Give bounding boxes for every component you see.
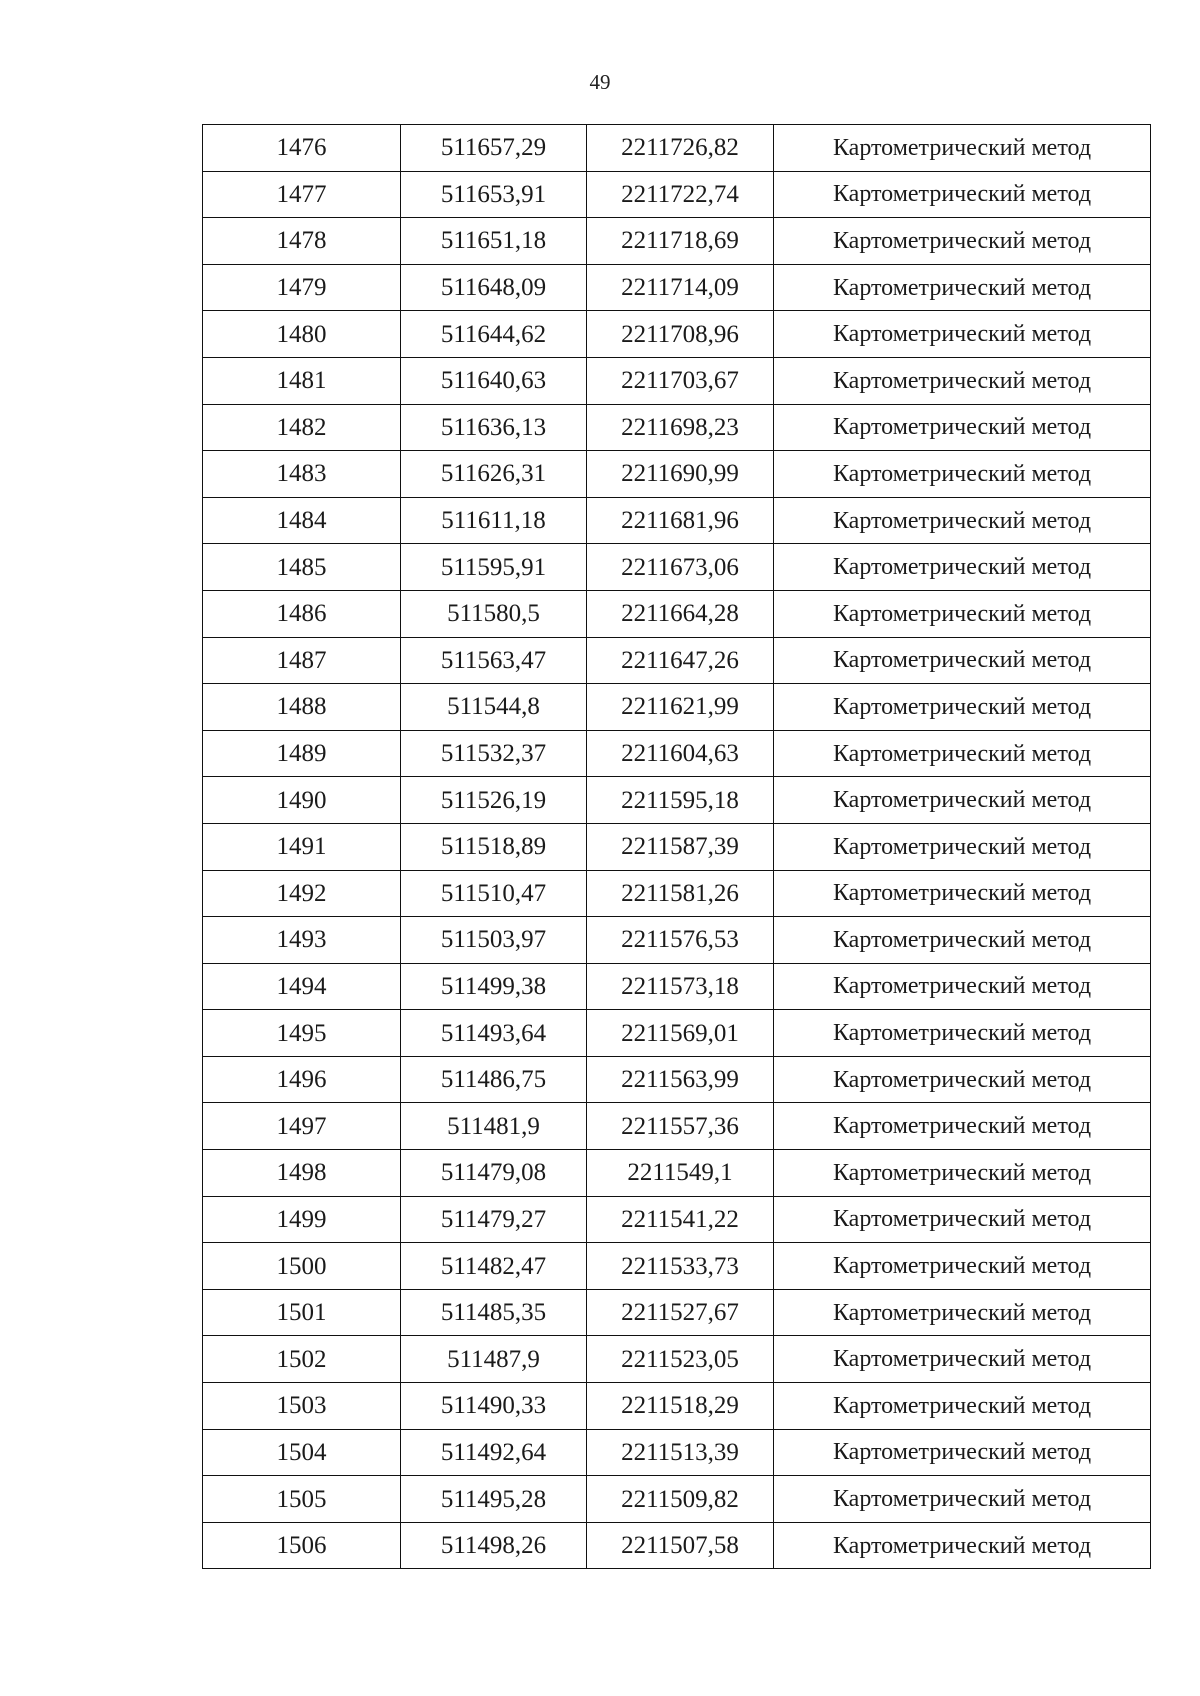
table-row — [203, 777, 1151, 824]
x-coordinate-cell: 511653,91 — [401, 171, 587, 218]
x-coordinate-cell: 511526,19 — [401, 777, 587, 824]
x-coordinate-cell: 511485,35 — [401, 1289, 587, 1336]
table-row — [203, 171, 1151, 218]
method-cell: Картометрический метод — [774, 870, 1151, 917]
x-coordinate-cell: 511495,28 — [401, 1476, 587, 1523]
x-coordinate-cell: 511657,29 — [401, 125, 587, 172]
method-cell: Картометрический метод — [774, 544, 1151, 591]
point-number-cell: 1479 — [203, 264, 401, 311]
x-coordinate-cell: 511479,27 — [401, 1196, 587, 1243]
x-coordinate-cell: 511503,97 — [401, 917, 587, 964]
coordinates-table — [202, 124, 1151, 1569]
point-number-cell: 1485 — [203, 544, 401, 591]
table-row — [203, 917, 1151, 964]
y-coordinate-cell: 2211681,96 — [587, 497, 774, 544]
table-row — [203, 590, 1151, 637]
point-number-cell: 1497 — [203, 1103, 401, 1150]
y-coordinate-cell: 2211573,18 — [587, 963, 774, 1010]
y-coordinate-cell: 2211673,06 — [587, 544, 774, 591]
point-number-cell: 1483 — [203, 451, 401, 498]
table-row — [203, 1476, 1151, 1523]
y-coordinate-cell: 2211557,36 — [587, 1103, 774, 1150]
x-coordinate-cell: 511595,91 — [401, 544, 587, 591]
method-cell: Картометрический метод — [774, 1103, 1151, 1150]
method-cell: Картометрический метод — [774, 1056, 1151, 1103]
table-row — [203, 684, 1151, 731]
y-coordinate-cell: 2211698,23 — [587, 404, 774, 451]
y-coordinate-cell: 2211581,26 — [587, 870, 774, 917]
method-cell: Картометрический метод — [774, 730, 1151, 777]
y-coordinate-cell: 2211708,96 — [587, 311, 774, 358]
method-cell: Картометрический метод — [774, 1522, 1151, 1569]
method-cell: Картометрический метод — [774, 357, 1151, 404]
method-cell: Картометрический метод — [774, 1196, 1151, 1243]
x-coordinate-cell: 511626,31 — [401, 451, 587, 498]
point-number-cell: 1504 — [203, 1429, 401, 1476]
table-row — [203, 451, 1151, 498]
y-coordinate-cell: 2211513,39 — [587, 1429, 774, 1476]
method-cell: Картометрический метод — [774, 311, 1151, 358]
method-cell: Картометрический метод — [774, 1336, 1151, 1383]
method-cell: Картометрический метод — [774, 1383, 1151, 1430]
point-number-cell: 1482 — [203, 404, 401, 451]
point-number-cell: 1502 — [203, 1336, 401, 1383]
y-coordinate-cell: 2211518,29 — [587, 1383, 774, 1430]
method-cell: Картометрический метод — [774, 1289, 1151, 1336]
page-number: 49 — [589, 70, 611, 94]
method-cell: Картометрический метод — [774, 451, 1151, 498]
method-cell: Картометрический метод — [774, 171, 1151, 218]
x-coordinate-cell: 511532,37 — [401, 730, 587, 777]
method-cell: Картометрический метод — [774, 1243, 1151, 1290]
x-coordinate-cell: 511487,9 — [401, 1336, 587, 1383]
table-row — [203, 1150, 1151, 1197]
point-number-cell: 1492 — [203, 870, 401, 917]
y-coordinate-cell: 2211664,28 — [587, 590, 774, 637]
method-cell: Картометрический метод — [774, 590, 1151, 637]
x-coordinate-cell: 511644,62 — [401, 311, 587, 358]
y-coordinate-cell: 2211523,05 — [587, 1336, 774, 1383]
method-cell: Картометрический метод — [774, 497, 1151, 544]
point-number-cell: 1491 — [203, 823, 401, 870]
method-cell: Картометрический метод — [774, 1010, 1151, 1057]
y-coordinate-cell: 2211569,01 — [587, 1010, 774, 1057]
x-coordinate-cell: 511490,33 — [401, 1383, 587, 1430]
x-coordinate-cell: 511636,13 — [401, 404, 587, 451]
x-coordinate-cell: 511544,8 — [401, 684, 587, 731]
y-coordinate-cell: 2211533,73 — [587, 1243, 774, 1290]
point-number-cell: 1478 — [203, 218, 401, 265]
table-row — [203, 1429, 1151, 1476]
x-coordinate-cell: 511651,18 — [401, 218, 587, 265]
point-number-cell: 1505 — [203, 1476, 401, 1523]
method-cell: Картометрический метод — [774, 637, 1151, 684]
method-cell: Картометрический метод — [774, 823, 1151, 870]
table-row — [203, 1383, 1151, 1430]
y-coordinate-cell: 2211718,69 — [587, 218, 774, 265]
y-coordinate-cell: 2211621,99 — [587, 684, 774, 731]
table-row — [203, 497, 1151, 544]
table-row — [203, 1010, 1151, 1057]
point-number-cell: 1480 — [203, 311, 401, 358]
y-coordinate-cell: 2211595,18 — [587, 777, 774, 824]
point-number-cell: 1498 — [203, 1150, 401, 1197]
x-coordinate-cell: 511563,47 — [401, 637, 587, 684]
table-row — [203, 218, 1151, 265]
method-cell: Картометрический метод — [774, 1476, 1151, 1523]
x-coordinate-cell: 511640,63 — [401, 357, 587, 404]
x-coordinate-cell: 511510,47 — [401, 870, 587, 917]
x-coordinate-cell: 511479,08 — [401, 1150, 587, 1197]
table-row — [203, 125, 1151, 172]
point-number-cell: 1503 — [203, 1383, 401, 1430]
point-number-cell: 1499 — [203, 1196, 401, 1243]
y-coordinate-cell: 2211726,82 — [587, 125, 774, 172]
y-coordinate-cell: 2211549,1 — [587, 1150, 774, 1197]
method-cell: Картометрический метод — [774, 1429, 1151, 1476]
point-number-cell: 1481 — [203, 357, 401, 404]
y-coordinate-cell: 2211509,82 — [587, 1476, 774, 1523]
y-coordinate-cell: 2211647,26 — [587, 637, 774, 684]
x-coordinate-cell: 511611,18 — [401, 497, 587, 544]
point-number-cell: 1493 — [203, 917, 401, 964]
table-row — [203, 1336, 1151, 1383]
y-coordinate-cell: 2211714,09 — [587, 264, 774, 311]
point-number-cell: 1486 — [203, 590, 401, 637]
y-coordinate-cell: 2211690,99 — [587, 451, 774, 498]
table-row — [203, 1289, 1151, 1336]
point-number-cell: 1495 — [203, 1010, 401, 1057]
x-coordinate-cell: 511493,64 — [401, 1010, 587, 1057]
y-coordinate-cell: 2211563,99 — [587, 1056, 774, 1103]
y-coordinate-cell: 2211604,63 — [587, 730, 774, 777]
method-cell: Картометрический метод — [774, 777, 1151, 824]
point-number-cell: 1501 — [203, 1289, 401, 1336]
table-row — [203, 357, 1151, 404]
table-row — [203, 870, 1151, 917]
x-coordinate-cell: 511481,9 — [401, 1103, 587, 1150]
table-row — [203, 1522, 1151, 1569]
y-coordinate-cell: 2211507,58 — [587, 1522, 774, 1569]
table-row — [203, 730, 1151, 777]
table-row — [203, 311, 1151, 358]
method-cell: Картометрический метод — [774, 684, 1151, 731]
table-row — [203, 1103, 1151, 1150]
table-row — [203, 404, 1151, 451]
method-cell: Картометрический метод — [774, 218, 1151, 265]
method-cell: Картометрический метод — [774, 125, 1151, 172]
table-row — [203, 1196, 1151, 1243]
table-row — [203, 264, 1151, 311]
y-coordinate-cell: 2211541,22 — [587, 1196, 774, 1243]
x-coordinate-cell: 511498,26 — [401, 1522, 587, 1569]
table-row — [203, 1056, 1151, 1103]
method-cell: Картометрический метод — [774, 917, 1151, 964]
point-number-cell: 1477 — [203, 171, 401, 218]
x-coordinate-cell: 511482,47 — [401, 1243, 587, 1290]
y-coordinate-cell: 2211703,67 — [587, 357, 774, 404]
point-number-cell: 1494 — [203, 963, 401, 1010]
point-number-cell: 1488 — [203, 684, 401, 731]
y-coordinate-cell: 2211587,39 — [587, 823, 774, 870]
point-number-cell: 1506 — [203, 1522, 401, 1569]
x-coordinate-cell: 511648,09 — [401, 264, 587, 311]
point-number-cell: 1476 — [203, 125, 401, 172]
method-cell: Картометрический метод — [774, 1150, 1151, 1197]
point-number-cell: 1489 — [203, 730, 401, 777]
method-cell: Картометрический метод — [774, 404, 1151, 451]
method-cell: Картометрический метод — [774, 264, 1151, 311]
coordinates-table-body — [203, 125, 1151, 1569]
table-row — [203, 637, 1151, 684]
x-coordinate-cell: 511486,75 — [401, 1056, 587, 1103]
method-cell: Картометрический метод — [774, 963, 1151, 1010]
table-row — [203, 963, 1151, 1010]
point-number-cell: 1496 — [203, 1056, 401, 1103]
table-row — [203, 823, 1151, 870]
point-number-cell: 1500 — [203, 1243, 401, 1290]
y-coordinate-cell: 2211722,74 — [587, 171, 774, 218]
y-coordinate-cell: 2211527,67 — [587, 1289, 774, 1336]
x-coordinate-cell: 511492,64 — [401, 1429, 587, 1476]
point-number-cell: 1484 — [203, 497, 401, 544]
table-row — [203, 1243, 1151, 1290]
point-number-cell: 1487 — [203, 637, 401, 684]
point-number-cell: 1490 — [203, 777, 401, 824]
x-coordinate-cell: 511518,89 — [401, 823, 587, 870]
x-coordinate-cell: 511499,38 — [401, 963, 587, 1010]
y-coordinate-cell: 2211576,53 — [587, 917, 774, 964]
table-row — [203, 544, 1151, 591]
x-coordinate-cell: 511580,5 — [401, 590, 587, 637]
